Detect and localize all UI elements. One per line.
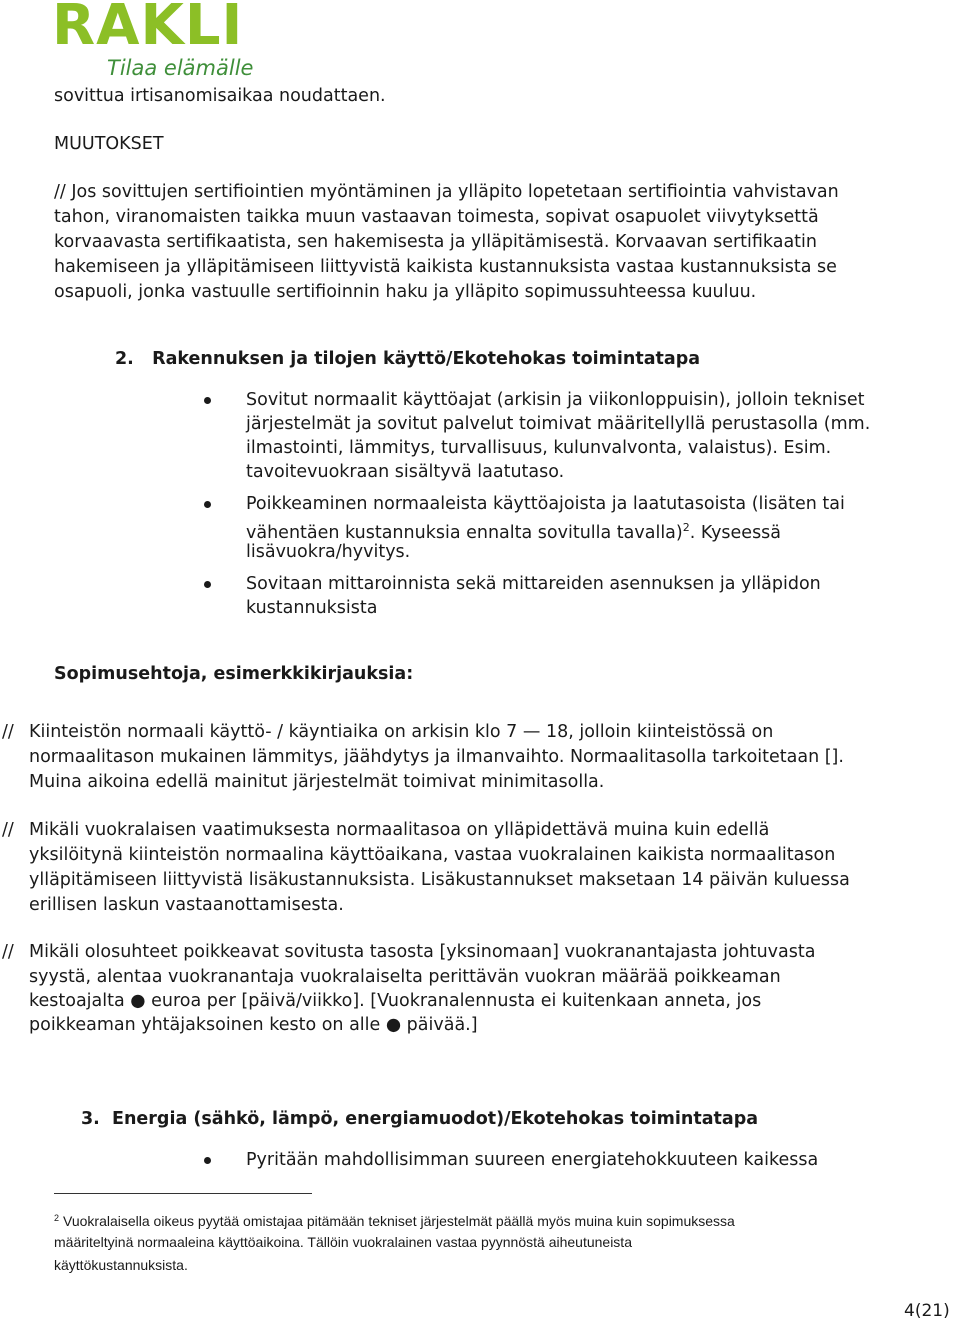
bullet-line: Pyritään mahdollisimman suureen energiatehokkuuteen kaikessa [246, 1150, 819, 1170]
muutokset-line: korvaavasta sertifikaatista, sen hakemisesta ja ylläpitämisestä. Korvaavan sertifikaatin [54, 232, 817, 252]
example-line: kestoajalta ● euroa per [päivä/viikko]. [Vuokranalennusta ei kuitenkaan anneta, jos [29, 991, 762, 1011]
comment-marker: // [2, 820, 14, 840]
bullet-line: Sovitaan mittaroinnista sekä mittareiden asennuksen ja ylläpidon [246, 574, 821, 594]
muutokset-line: // Jos sovittujen sertifiointien myöntäminen ja ylläpito lopetetaan sertifiointia vahvistavan [54, 182, 839, 202]
footnote-line: käyttökustannuksista. [54, 1257, 188, 1273]
footnote-marker: 2 [54, 1213, 60, 1223]
bullet-line: kustannuksista [246, 598, 378, 618]
bullet-text: . Kyseessä [689, 523, 782, 543]
footnote-separator [54, 1193, 312, 1194]
bullet-line: Sovitut normaalit käyttöajat (arkisin ja viikonloppuisin), jolloin tekniset [246, 390, 865, 410]
comment-marker: // [2, 942, 14, 962]
example-line: Kiinteistön normaali käyttö- / käyntiaika on arkisin klo 7 — 18, jolloin kiinteistössä on [29, 722, 774, 742]
section-2-title: Rakennuksen ja tilojen käyttö/Ekotehokas toimintatapa [152, 349, 701, 369]
example-line: Mikäli olosuhteet poikkeavat sovitusta tasosta [yksinomaan] vuokranantajasta johtuvasta [29, 942, 816, 962]
section-3-number: 3. [81, 1109, 100, 1129]
logo-wordmark: RAKLI [52, 0, 244, 58]
bullet-line: Poikkeaminen normaaleista käyttöajoista ja laatutasoista (lisäten tai [246, 494, 845, 514]
bullet-marker [204, 501, 211, 508]
section-3-heading [81, 1107, 758, 1131]
example-line: yksilöitynä kiinteistön normaalina käyttöaikana, vastaa vuokralainen kaikista normaalitason [29, 845, 836, 865]
example-line: ylläpitämiseen liittyvistä lisäkustannuksista. Lisäkustannukset maksetaan 14 päivän kuluessa [29, 870, 850, 890]
footnote-line: määriteltyinä normaaleina käyttöaikoina. Tällöin vuokralainen vastaa pyynnöstä aiheutuneista [54, 1234, 632, 1250]
example-line: syystä, alentaa vuokranantaja vuokralaiselta perittävän vuokran määrää poikkeaman [29, 967, 781, 987]
intro-line: sovittua irtisanomisaikaa noudattaen. [54, 86, 386, 106]
example-line: Mikäli vuokralaisen vaatimuksesta normaalitasoa on ylläpidettävä muina kuin edellä [29, 820, 770, 840]
bullet-marker [204, 397, 211, 404]
section-2-number: 2. [115, 349, 134, 369]
bullet-marker [204, 1157, 211, 1164]
bullet-line: ilmastointi, lämmitys, turvallisuus, kulunvalvonta, valaistus). Esim. [246, 438, 832, 458]
footnote-ref[interactable]: 2 [682, 521, 690, 534]
bullet-line: tavoitevuokraan sisältyvä laatutaso. [246, 462, 565, 482]
muutokset-line: hakemiseen ja ylläpitämiseen liittyvistä kaikista kustannuksista vastaa kustannuksista se [54, 257, 837, 277]
muutokset-line: osapuoli, jonka vastuulle sertifioinnin haku ja ylläpito sopimussuhteessa kuuluu. [54, 282, 757, 302]
example-line: Muina aikoina edellä mainitut järjestelmät toimivat minimitasolla. [29, 772, 605, 792]
section-3-title: Energia (sähkö, lämpö, energiamuodot)/Ekotehokas toimintatapa [112, 1109, 759, 1129]
section-2-heading [115, 347, 700, 371]
examples-heading: Sopimusehtoja, esimerkkikirjauksia: [54, 664, 414, 684]
example-line: erillisen laskun vastaanottamisesta. [29, 895, 344, 915]
bullet-marker [204, 581, 211, 588]
muutokset-heading: MUUTOKSET [54, 134, 164, 154]
bullet-line: lisävuokra/hyvitys. [246, 542, 411, 562]
footnote-line [54, 1206, 735, 1233]
bullet-text: vähentäen kustannuksia ennalta sovitulla tavalla) [246, 523, 683, 543]
example-line: poikkeaman yhtäjaksoinen kesto on alle ● päivää.] [29, 1015, 478, 1035]
comment-marker: // [2, 722, 14, 742]
footnote-text: Vuokralaisella oikeus pyytää omistajaa pitämään tekniset järjestelmät päällä myös muina kuin sopimuksessa [63, 1213, 735, 1229]
example-line: normaalitason mukainen lämmitys, jäähdytys ja ilmanvaihto. Normaalitasolla tarkoitetaan []. [29, 747, 844, 767]
logo-tagline: Tilaa elämälle [107, 56, 254, 80]
bullet-line: järjestelmät ja sovitut palvelut toimivat määritellyllä perustasolla (mm. [246, 414, 871, 434]
rakli-logo [52, 0, 284, 82]
muutokset-line: tahon, viranomaisten taikka muun vastaavan toimesta, sopivat osapuolet viivytyksettä [54, 207, 819, 227]
page-number: 4(21) [904, 1301, 950, 1321]
